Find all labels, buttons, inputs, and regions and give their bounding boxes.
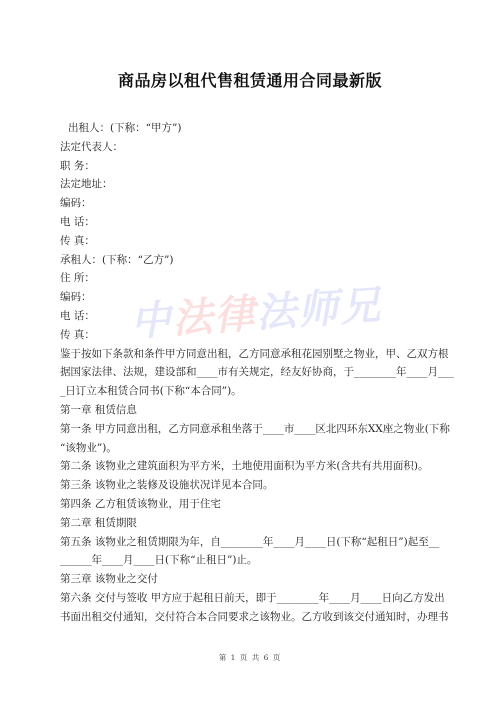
watermark-part-2: 法律 (170, 291, 258, 343)
article-2-line: 第二条 该物业之建筑面积为平方米，土地使用面积为平方米(含共有共用面积)。 (60, 460, 429, 473)
article-1-line-1: 第一条 甲方同意出租，乙方同意承租坐落于____市____区北四环东XX座之物业(下称 (60, 422, 450, 435)
article-6-line-2: 书面出租交付通知，交付符合本合同要求之该物业。乙方收到该交付通知时，办理书 (60, 610, 449, 623)
article-3-line: 第三条 该物业之装修及设施状况详见本合同。 (60, 479, 274, 492)
party-b-line: 承租人：(下称：“乙方”) (60, 253, 174, 266)
legal-representative-line: 法定代表人： (60, 140, 123, 153)
fax-line-b: 传 真： (60, 328, 95, 341)
watermark-part-1: 中 (128, 296, 175, 346)
article-1-line-2: “该物业”)。 (60, 441, 117, 454)
legal-address-line: 法定地址： (60, 178, 113, 191)
position-line: 职 务： (60, 159, 95, 172)
chapter-1-heading: 第一章 租赁信息 (60, 403, 137, 416)
residence-line: 住 所： (60, 272, 95, 285)
document-title: 商品房以租代售租赁通用合同最新版 (117, 71, 382, 90)
document-body (60, 119, 454, 627)
preamble-line-2: 据国家法律、法规，建设部和____市有关规定，经友好协商，于________年____月___ (60, 366, 454, 379)
party-a-line: 出租人：(下称：“甲方”) (68, 122, 182, 134)
phone-line-b: 电 话： (60, 309, 95, 322)
article-5-line-2: ______年____月____日(下称“止租日”)止。 (60, 554, 258, 567)
article-5-line-1: 第五条 该物业之租赁期限为年，自________年____月____日(下称“起租日”)起至__ (60, 535, 440, 548)
fax-line: 传 真： (60, 234, 95, 247)
postcode-line: 编码： (60, 197, 92, 210)
postcode-line-b: 编码： (60, 291, 92, 304)
preamble-line-3: _日订立本租赁合同书(下称“本合同”)。 (60, 385, 242, 398)
phone-line: 电 话： (60, 215, 95, 228)
chapter-3-heading: 第三章 该物业之交付 (60, 573, 158, 586)
page-footer: 第 1 页 共 6 页 (218, 653, 282, 662)
preamble-line-1: 鉴于按如下条款和条件甲方同意出租，乙方同意承租花园别墅之物业，甲、乙双方根 (60, 347, 449, 360)
article-4-line: 第四条 乙方租赁该物业，用于住宅 (60, 497, 221, 510)
article-6-line-1: 第六条 交付与签收 甲方应于起租日前天，即于________年____月____日向乙方发出 (60, 591, 445, 604)
chapter-2-heading: 第二章 租赁期限 (60, 516, 137, 529)
watermark-part-3: 法师兄 (254, 282, 384, 337)
